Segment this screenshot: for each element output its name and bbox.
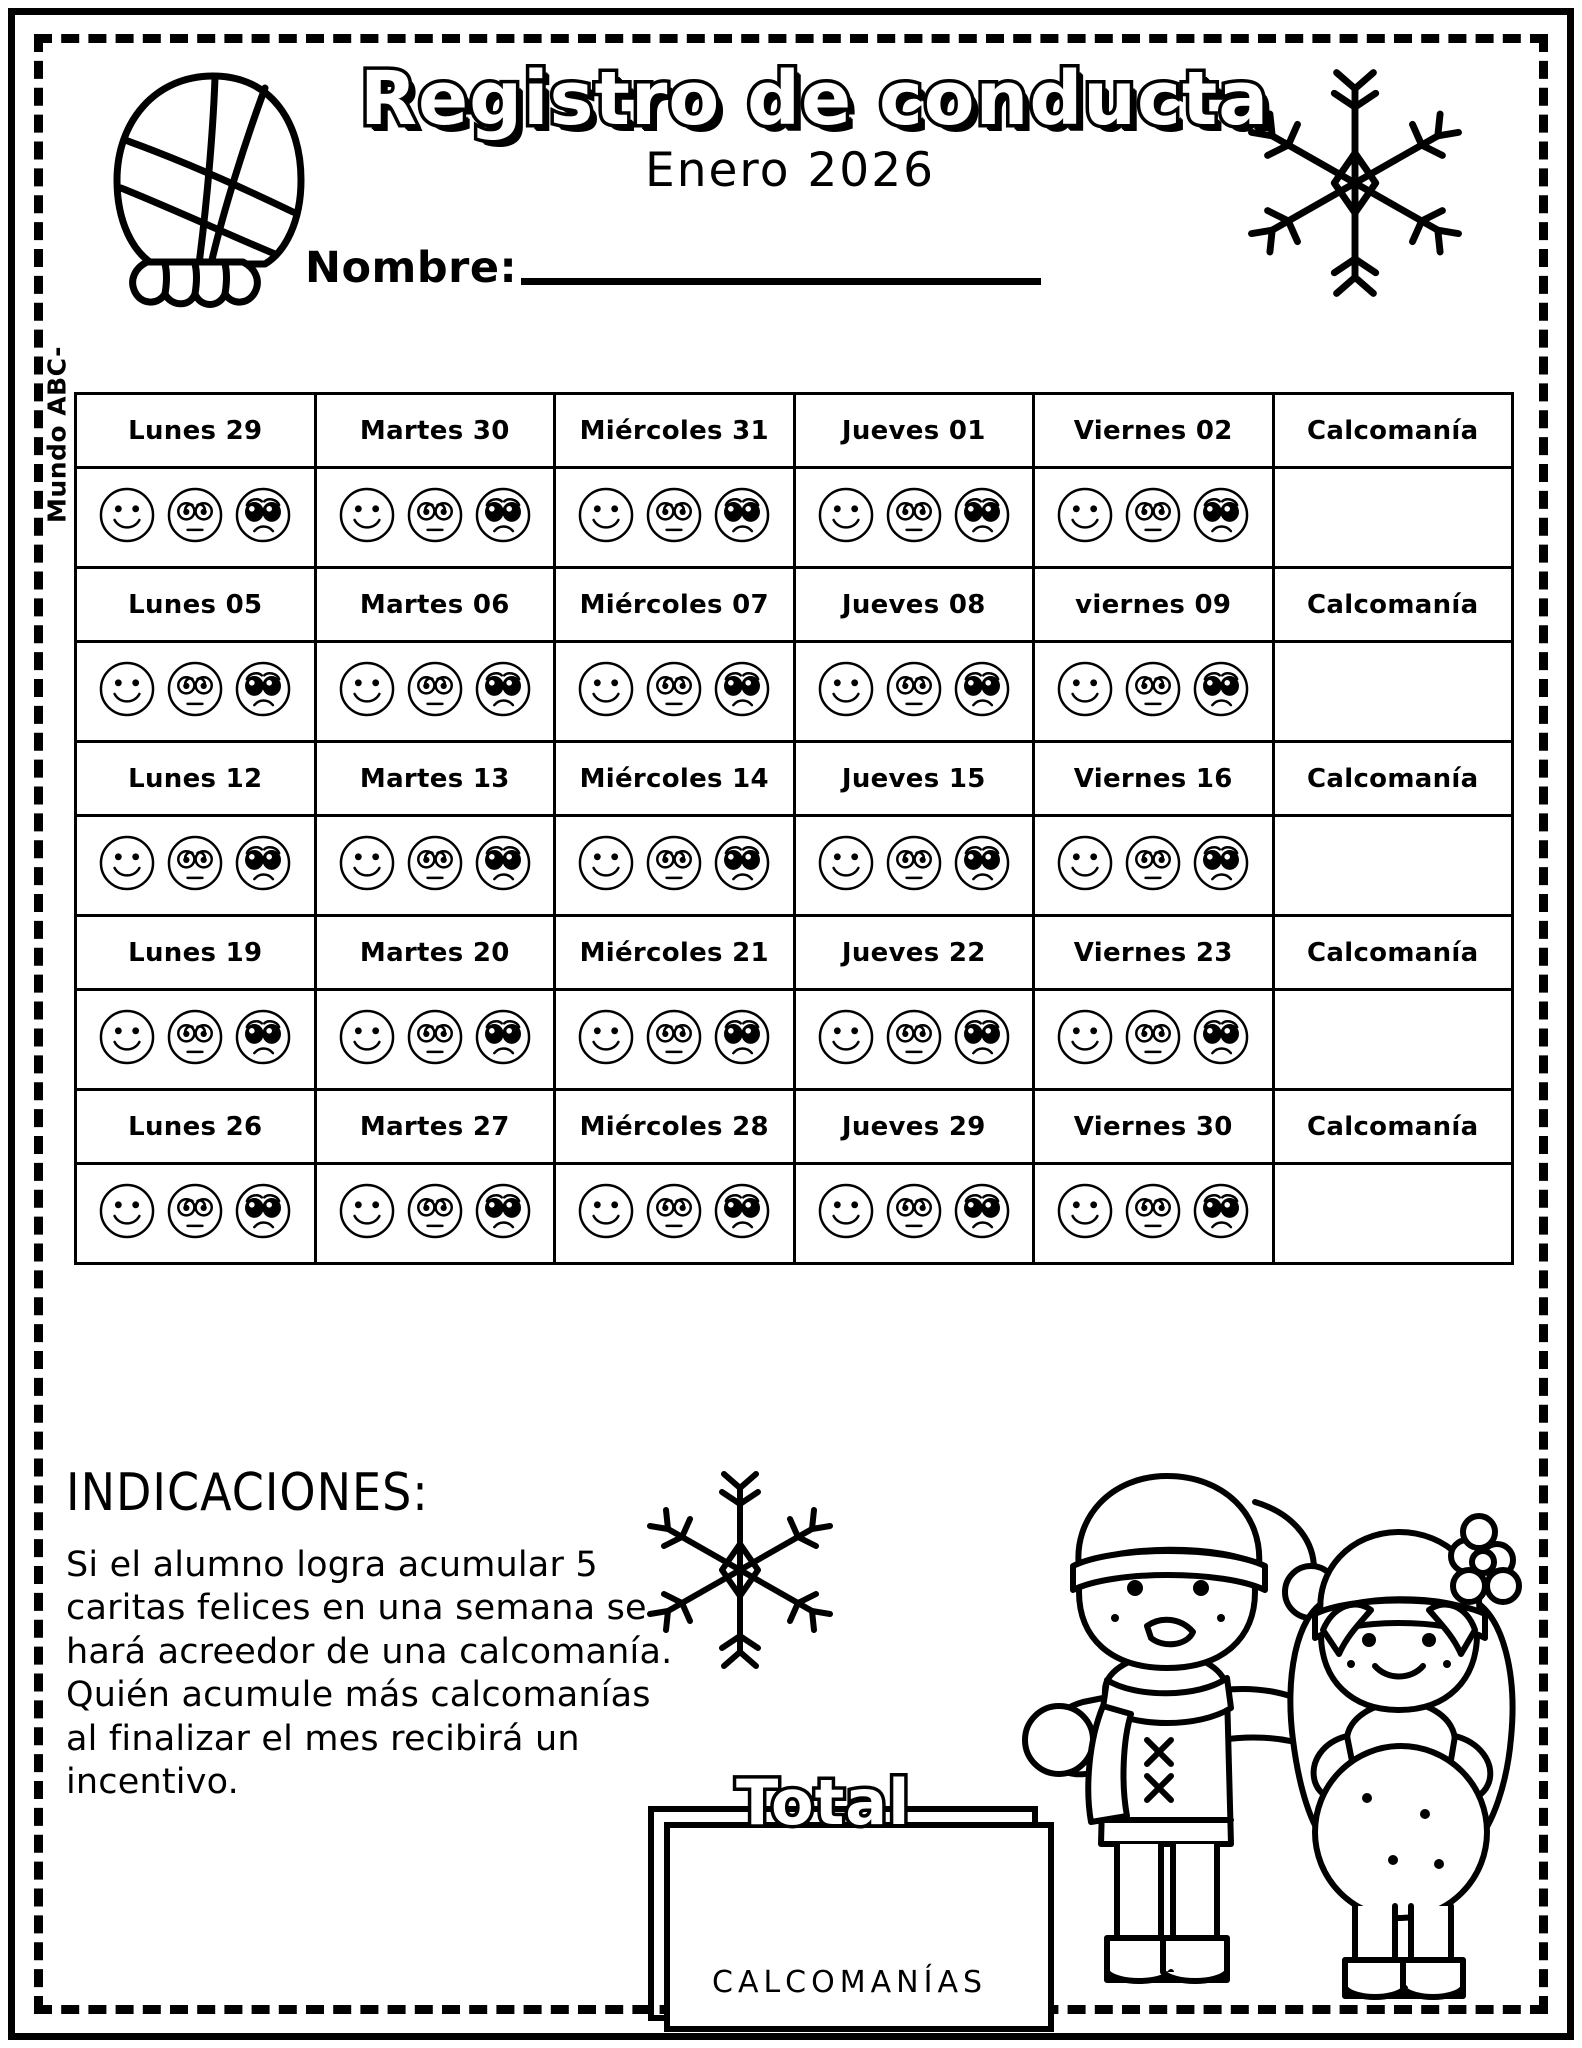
neutral-face-icon[interactable] <box>164 832 226 899</box>
faces-cell <box>76 816 316 916</box>
instructions-text: Si el alumno logra acumular 5 caritas felices en una semana se hará acreedor de una calcomanía. Quién acumule más calcomanías al finalizar el mes recibirá un incentivo. <box>66 1545 673 1802</box>
sad-face-icon[interactable] <box>472 832 534 899</box>
happy-face-icon[interactable] <box>575 1006 637 1073</box>
happy-face-icon[interactable] <box>336 1180 398 1247</box>
sad-face-icon[interactable] <box>951 658 1013 725</box>
sticker-slot-cell[interactable] <box>1273 816 1513 916</box>
day-header-cell: Martes 06 <box>315 568 555 642</box>
day-header-cell: Lunes 05 <box>76 568 316 642</box>
faces-cell <box>555 990 795 1090</box>
day-header-cell: Miércoles 28 <box>555 1090 795 1164</box>
happy-face-icon[interactable] <box>336 658 398 725</box>
sticker-slot-cell[interactable] <box>1273 1164 1513 1264</box>
snowflake-icon <box>640 1470 840 1675</box>
happy-face-icon[interactable] <box>815 832 877 899</box>
happy-face-icon[interactable] <box>1054 1180 1116 1247</box>
neutral-face-icon[interactable] <box>164 1006 226 1073</box>
mitten-icon <box>95 62 325 317</box>
happy-face-icon[interactable] <box>815 658 877 725</box>
day-header-cell: Martes 13 <box>315 742 555 816</box>
table-header-row <box>76 916 1513 990</box>
sad-face-icon[interactable] <box>232 658 294 725</box>
neutral-face-icon[interactable] <box>1122 1180 1184 1247</box>
sad-face-icon[interactable] <box>711 832 773 899</box>
happy-face-icon[interactable] <box>336 832 398 899</box>
name-field-row <box>305 243 1041 293</box>
neutral-face-icon[interactable] <box>643 484 705 551</box>
happy-face-icon[interactable] <box>575 1180 637 1247</box>
day-header-cell: Martes 20 <box>315 916 555 990</box>
neutral-face-icon[interactable] <box>883 1180 945 1247</box>
happy-face-icon[interactable] <box>336 1006 398 1073</box>
faces-cell <box>555 1164 795 1264</box>
sticker-header-cell: Calcomanía <box>1273 1090 1513 1164</box>
table-header-row <box>76 1090 1513 1164</box>
sad-face-icon[interactable] <box>472 484 534 551</box>
day-header-cell: Lunes 12 <box>76 742 316 816</box>
faces-cell <box>76 468 316 568</box>
faces-cell <box>315 642 555 742</box>
faces-cell <box>315 1164 555 1264</box>
happy-face-icon[interactable] <box>336 484 398 551</box>
happy-face-icon[interactable] <box>575 832 637 899</box>
neutral-face-icon[interactable] <box>643 832 705 899</box>
day-header-cell: Viernes 16 <box>1034 742 1274 816</box>
happy-face-icon[interactable] <box>1054 1006 1116 1073</box>
faces-cell <box>555 642 795 742</box>
sticker-header-cell: Calcomanía <box>1273 916 1513 990</box>
table-faces-row <box>76 1164 1513 1264</box>
faces-cell <box>315 468 555 568</box>
faces-cell <box>315 816 555 916</box>
faces-cell <box>76 990 316 1090</box>
faces-cell <box>794 816 1034 916</box>
happy-face-icon[interactable] <box>96 832 158 899</box>
day-header-cell: Martes 27 <box>315 1090 555 1164</box>
faces-cell <box>794 1164 1034 1264</box>
happy-face-icon[interactable] <box>96 658 158 725</box>
day-header-cell: Viernes 02 <box>1034 394 1274 468</box>
sad-face-icon[interactable] <box>951 832 1013 899</box>
sad-face-icon[interactable] <box>472 1180 534 1247</box>
watermark-label: Mundo ABC- <box>42 346 72 523</box>
day-header-cell: Lunes 19 <box>76 916 316 990</box>
happy-face-icon[interactable] <box>575 484 637 551</box>
day-header-cell: viernes 09 <box>1034 568 1274 642</box>
sad-face-icon[interactable] <box>232 832 294 899</box>
day-header-cell: Lunes 29 <box>76 394 316 468</box>
sad-face-icon[interactable] <box>472 1006 534 1073</box>
table-faces-row <box>76 468 1513 568</box>
total-label: Total <box>736 1766 911 1839</box>
faces-cell <box>794 990 1034 1090</box>
day-header-cell: Miércoles 21 <box>555 916 795 990</box>
sticker-header-cell: Calcomanía <box>1273 568 1513 642</box>
happy-face-icon[interactable] <box>1054 658 1116 725</box>
happy-face-icon[interactable] <box>815 1006 877 1073</box>
faces-cell <box>1034 990 1274 1090</box>
winter-kids-illustration <box>955 1440 1555 2045</box>
sticker-slot-cell[interactable] <box>1273 642 1513 742</box>
sad-face-icon[interactable] <box>711 1006 773 1073</box>
sad-face-icon[interactable] <box>951 484 1013 551</box>
name-label: Nombre: <box>305 243 518 293</box>
happy-face-icon[interactable] <box>1054 484 1116 551</box>
happy-face-icon[interactable] <box>96 1180 158 1247</box>
day-header-cell: Miércoles 14 <box>555 742 795 816</box>
neutral-face-icon[interactable] <box>404 658 466 725</box>
neutral-face-icon[interactable] <box>883 832 945 899</box>
faces-cell <box>76 642 316 742</box>
sticker-slot-cell[interactable] <box>1273 990 1513 1090</box>
sad-face-icon[interactable] <box>232 1006 294 1073</box>
neutral-face-icon[interactable] <box>643 1180 705 1247</box>
sad-face-icon[interactable] <box>1190 658 1252 725</box>
neutral-face-icon[interactable] <box>643 1006 705 1073</box>
sticker-header-cell: Calcomanía <box>1273 742 1513 816</box>
page-header <box>60 38 1520 338</box>
sad-face-icon[interactable] <box>951 1180 1013 1247</box>
total-sublabel: CALCOMANÍAS <box>712 1965 988 2000</box>
sticker-header-cell: Calcomanía <box>1273 394 1513 468</box>
instructions-title: INDICACIONES: <box>66 1462 429 1523</box>
snowflake-icon <box>1240 68 1470 303</box>
name-input-line[interactable] <box>521 278 1041 285</box>
day-header-cell: Miércoles 31 <box>555 394 795 468</box>
neutral-face-icon[interactable] <box>164 1180 226 1247</box>
sad-face-icon[interactable] <box>232 484 294 551</box>
faces-cell <box>555 816 795 916</box>
neutral-face-icon[interactable] <box>1122 1006 1184 1073</box>
faces-cell <box>1034 642 1274 742</box>
neutral-face-icon[interactable] <box>643 658 705 725</box>
neutral-face-icon[interactable] <box>883 1006 945 1073</box>
sad-face-icon[interactable] <box>711 484 773 551</box>
day-header-cell: Martes 30 <box>315 394 555 468</box>
neutral-face-icon[interactable] <box>883 658 945 725</box>
happy-face-icon[interactable] <box>1054 832 1116 899</box>
sad-face-icon[interactable] <box>232 1180 294 1247</box>
day-header-cell: Jueves 15 <box>794 742 1034 816</box>
table-faces-row <box>76 816 1513 916</box>
day-header-cell: Lunes 26 <box>76 1090 316 1164</box>
day-header-cell: Miércoles 07 <box>555 568 795 642</box>
day-header-cell: Jueves 08 <box>794 568 1034 642</box>
day-header-cell: Viernes 30 <box>1034 1090 1274 1164</box>
faces-cell <box>1034 468 1274 568</box>
faces-cell <box>315 990 555 1090</box>
table-faces-row <box>76 642 1513 742</box>
happy-face-icon[interactable] <box>575 658 637 725</box>
instructions-block <box>66 1462 686 1804</box>
happy-face-icon[interactable] <box>96 1006 158 1073</box>
title-block <box>360 56 1270 199</box>
neutral-face-icon[interactable] <box>1122 832 1184 899</box>
sad-face-icon[interactable] <box>1190 1180 1252 1247</box>
faces-cell <box>794 468 1034 568</box>
neutral-face-icon[interactable] <box>404 1180 466 1247</box>
sticker-slot-cell[interactable] <box>1273 468 1513 568</box>
sad-face-icon[interactable] <box>711 658 773 725</box>
sad-face-icon[interactable] <box>472 658 534 725</box>
neutral-face-icon[interactable] <box>1122 484 1184 551</box>
neutral-face-icon[interactable] <box>164 484 226 551</box>
table-header-row <box>76 394 1513 468</box>
neutral-face-icon[interactable] <box>1122 658 1184 725</box>
sad-face-icon[interactable] <box>1190 1006 1252 1073</box>
neutral-face-icon[interactable] <box>883 484 945 551</box>
faces-cell <box>794 642 1034 742</box>
happy-face-icon[interactable] <box>815 484 877 551</box>
neutral-face-icon[interactable] <box>164 658 226 725</box>
day-header-cell: Jueves 01 <box>794 394 1034 468</box>
faces-cell <box>1034 1164 1274 1264</box>
faces-cell <box>555 468 795 568</box>
happy-face-icon[interactable] <box>96 484 158 551</box>
table-header-row <box>76 742 1513 816</box>
sad-face-icon[interactable] <box>1190 484 1252 551</box>
happy-face-icon[interactable] <box>815 1180 877 1247</box>
day-header-cell: Jueves 29 <box>794 1090 1034 1164</box>
page-subtitle: Enero 2026 <box>645 143 935 199</box>
day-header-cell: Jueves 22 <box>794 916 1034 990</box>
behavior-table <box>74 392 1514 1265</box>
sad-face-icon[interactable] <box>1190 832 1252 899</box>
table-header-row <box>76 568 1513 642</box>
faces-cell <box>1034 816 1274 916</box>
sad-face-icon[interactable] <box>951 1006 1013 1073</box>
neutral-face-icon[interactable] <box>404 484 466 551</box>
day-header-cell: Viernes 23 <box>1034 916 1274 990</box>
faces-cell <box>76 1164 316 1264</box>
neutral-face-icon[interactable] <box>404 832 466 899</box>
table-faces-row <box>76 990 1513 1090</box>
page-title: Registro de conducta <box>360 56 1270 142</box>
neutral-face-icon[interactable] <box>404 1006 466 1073</box>
sad-face-icon[interactable] <box>711 1180 773 1247</box>
